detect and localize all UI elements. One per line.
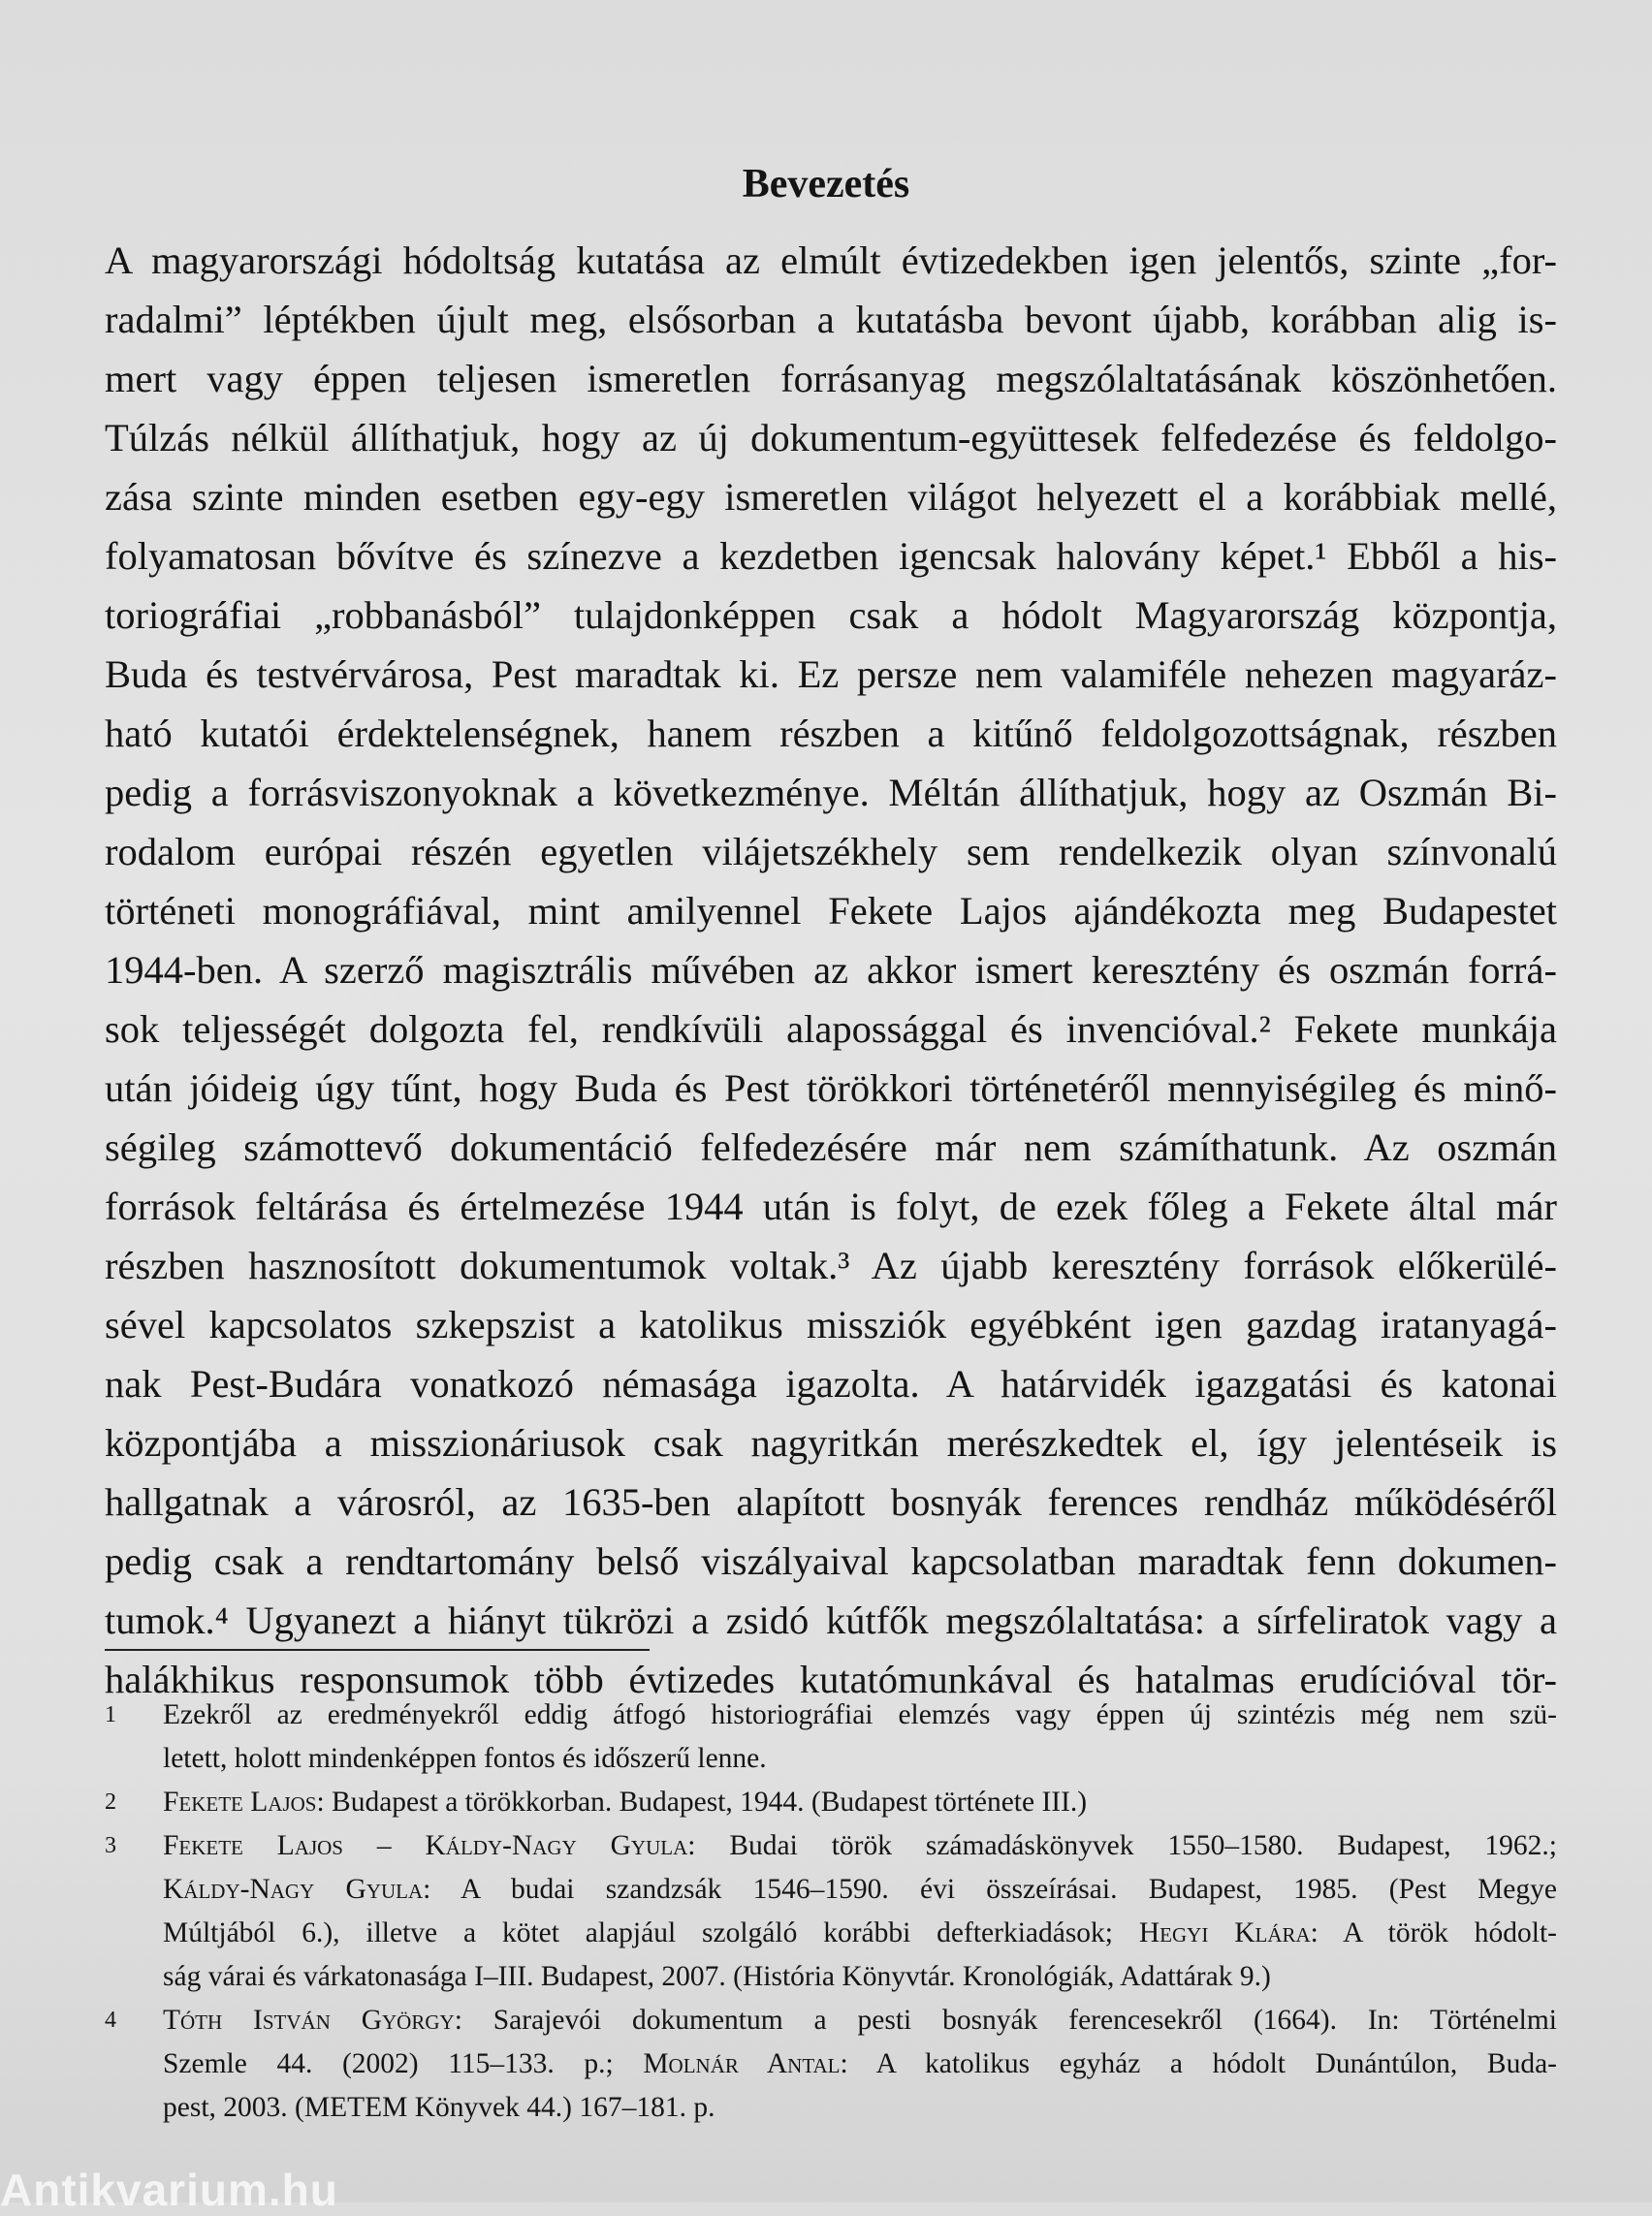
footnote-line <box>163 1694 1557 1737</box>
footnote-text: : Budai török számadáskönyvek 1550–1580. Budapest, 1962.; <box>687 1830 1557 1861</box>
body-line: folyamatosan bővítve és színezve a kezdetben igencsak halovány képet.¹ Ebből a his- <box>105 534 1557 578</box>
footnote-line <box>163 1824 1557 1868</box>
body-line: pedig csak a rendtartomány belső viszályaival kapcsolatban maradtak fenn dokumen- <box>105 1539 1557 1583</box>
footnote-text: Szemle 44. (2002) 115–133. p.; <box>163 2048 644 2079</box>
body-line: források feltárása és értelmezése 1944 után is folyt, de ezek főleg a Fekete által már <box>105 1185 1557 1228</box>
footnote-number: 2 <box>105 1789 116 1815</box>
footnote-number: 1 <box>105 1702 116 1727</box>
author-name: Káldy-Nagy Gyula <box>163 1874 424 1905</box>
footnote-line <box>163 1955 1557 1999</box>
footnote-text: : A budai szandzsák 1546–1590. évi összeírásai. Budapest, 1985. (Pest Megye <box>423 1874 1557 1905</box>
footnote-line <box>163 1737 1557 1781</box>
footnote-line <box>163 2042 1557 2086</box>
footnote-line <box>163 1868 1557 1912</box>
footnote-divider <box>105 1649 650 1651</box>
body-line: radalmi” léptékben újult meg, elsősorban a kutatásba bevont újabb, korábban alig is- <box>105 298 1557 341</box>
footnote-text: ság várai és várkatonasága I–III. Budapest, 2007. (História Könyvtár. Kronológiák, Adattárak 9.) <box>163 1961 1271 1992</box>
body-line: tumok.⁴ Ugyanezt a hiányt tükrözi a zsidó kútfők megszólaltatása: a sírfeliratok vagy a <box>105 1599 1557 1642</box>
footnote-number: 4 <box>105 2008 116 2033</box>
footnote-text: letett, holott mindenképpen fontos és időszerű lenne. <box>163 1743 767 1774</box>
body-line: rodalom európai részén egyetlen vilájetszékhely sem rendelkezik olyan színvonalú <box>105 830 1557 873</box>
author-name: Fekete Lajos <box>163 1787 317 1818</box>
body-line: 1944-ben. A szerző magisztrális művében az akkor ismert keresztény és oszmán forrá- <box>105 948 1557 992</box>
footnote <box>105 1694 1557 1781</box>
body-line: ségileg számottevő dokumentáció felfedezésére már nem számíthatunk. Az oszmán <box>105 1125 1557 1169</box>
body-line: sok teljességét dolgozta fel, rendkívüli alapossággal és invencióval.² Fekete munkája <box>105 1007 1557 1051</box>
footnote-number: 3 <box>105 1833 116 1858</box>
author-name: Tóth István György <box>163 2005 455 2036</box>
footnote-text: : Budapest a törökkorban. Budapest, 1944. (Budapest története III.) <box>316 1787 1088 1818</box>
body-line: hallgatnak a városról, az 1635-ben alapított bosnyák ferences rendház működéséről <box>105 1480 1557 1524</box>
body-line: részben hasznosított dokumentumok voltak.³ Az újabb keresztény források előkerülé- <box>105 1244 1557 1287</box>
body-line: Túlzás nélkül állíthatjuk, hogy az új dokumentum-együttesek felfedezése és feldolgo- <box>105 416 1557 459</box>
body-line: toriográfiai „robbanásból” tulajdonképpen csak a hódolt Magyarország központja, <box>105 593 1557 637</box>
author-name: Molnár Antal <box>643 2048 841 2079</box>
footnote-text: pest, 2003. (METEM Könyvek 44.) 167–181. p. <box>163 2092 715 2123</box>
body-line: zása szinte minden esetben egy-egy ismeretlen világot helyezett el a korábbiak mellé, <box>105 475 1557 519</box>
footnote-line <box>163 1999 1557 2042</box>
body-line: A magyarországi hódoltság kutatása az elmúlt évtizedekben igen jelentős, szinte „for- <box>105 238 1557 282</box>
body-line: nak Pest-Budára vonatkozó némasága igazolta. A határvidék igazgatási és katonai <box>105 1362 1557 1406</box>
body-line: halákhikus responsumok több évtizedes kutatómunkával és hatalmas erudícióval tör- <box>105 1658 1557 1701</box>
footnote-text: : A katolikus egyház a hódolt Dunántúlon, Buda- <box>840 2048 1558 2079</box>
footnote-line <box>163 2086 1557 2130</box>
body-line: pedig a forrásviszonyoknak a következménye. Méltán állíthatjuk, hogy az Oszmán Bi- <box>105 771 1557 814</box>
footnotes <box>105 1694 1557 2130</box>
body-line: központjába a misszionáriusok csak nagyritkán merészkedtek el, így jelentéseik is <box>105 1421 1557 1465</box>
footnote-line <box>163 1781 1557 1824</box>
body-line: után jóideig úgy tűnt, hogy Buda és Pest törökkori történetéről mennyiségileg és minő- <box>105 1066 1557 1110</box>
author-name: Hegyi Klára <box>1138 1917 1311 1948</box>
body-line: sével kapcsolatos szkepszist a katolikus missziók egyébként igen gazdag iratanyagá- <box>105 1303 1557 1346</box>
footnote <box>105 1824 1557 1999</box>
body-line: történeti monográfiával, mint amilyennel Fekete Lajos ajándékozta meg Budapestet <box>105 889 1557 933</box>
chapter-title: Bevezetés <box>742 162 910 206</box>
footnote-text: : Sarajevói dokumentum a pesti bosnyák ferencesekről (1664). In: Történelmi <box>454 2005 1558 2036</box>
body-line: ható kutatói érdektelenségnek, hanem részben a kitűnő feldolgozottságnak, részben <box>105 712 1557 755</box>
body-line: Buda és testvérvárosa, Pest maradtak ki. Ez persze nem valamiféle nehezen magyaráz- <box>105 652 1557 696</box>
footnote <box>105 1781 1557 1824</box>
body-text <box>105 231 1557 1709</box>
footnote-line <box>163 1912 1557 1955</box>
author-name: Fekete Lajos – Káldy-Nagy Gyula <box>163 1830 688 1861</box>
footnote-text: Múltjából 6.), illetve a kötet alapjául szolgáló korábbi defterkiadások; <box>163 1917 1139 1948</box>
body-line: mert vagy éppen teljesen ismeretlen forrásanyag megszólaltatásának köszönhetően. <box>105 357 1557 400</box>
footnote-text: Ezekről az eredményekről eddig átfogó historiográfiai elemzés vagy éppen új szintézis még nem szü- <box>163 1699 1557 1730</box>
footnote-text: : A török hódolt- <box>1310 1917 1557 1948</box>
watermark: Antikvarium.hu <box>0 2165 338 2215</box>
footnote <box>105 1999 1557 2130</box>
